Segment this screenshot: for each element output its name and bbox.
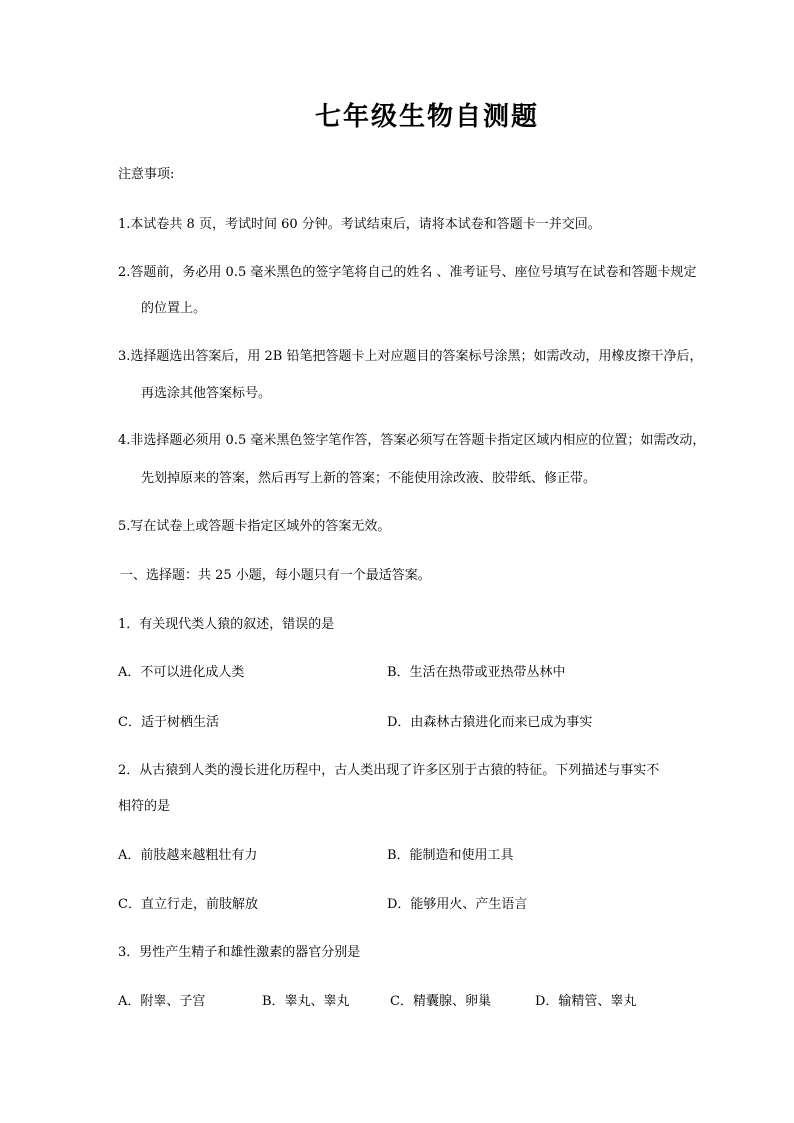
question-2-stem-line-1: 2．从古猿到人类的漫长进化历程中，古人类出现了许多区别于古猿的特征。下列描述与事实不 [118,763,660,778]
question-1-option-a: A．不可以进化成人类 [118,665,245,680]
note-item-3-line-2: 再选涂其他答案标号。 [141,386,272,401]
note-item-2-line-2: 的位置上。 [141,301,207,316]
question-1-option-b: B．生活在热带或亚热带丛林中 [387,665,566,680]
note-item-5: 5.写在试卷上或答题卡指定区域外的答案无效。 [118,519,391,534]
question-1-stem: 1．有关现代类人猿的叙述，错误的是 [118,617,335,632]
question-2-option-b: B．能制造和使用工具 [387,848,514,863]
page-title: 七年级生物自测题 [314,102,539,132]
note-item-1: 1.本试卷共 8 页，考试时间 60 分钟。考试结束后，请将本试卷和答题卡一并交回。 [118,217,601,232]
note-item-4-line-1: 4.非选择题必须用 0.5 毫米黑色签字笔作答，答案必须写在答题卡指定区域内相应的位置；如需改动， [118,433,706,448]
question-2-option-d: D．能够用火、产生语言 [387,897,528,912]
question-3-stem: 3．男性产生精子和雄性激素的器官分别是 [118,945,361,960]
note-item-4-line-2: 先划掉原来的答案，然后再写上新的答案；不能使用涂改液、胶带纸、修正带。 [141,471,597,486]
note-item-2-line-1: 2.答题前，务必用 0.5 毫米黑色的签字笔将自己的姓名 、准考证号、座位号填写在试卷和答题卡规定 [118,265,697,280]
notes-heading: 注意事项: [118,167,175,182]
question-2-stem-line-2: 相符的是 [118,799,171,814]
question-2-option-a: A．前肢越来越粗壮有力 [118,848,258,863]
section-heading: 一、选择题：共 25 小题，每小题只有一个最适答案。 [120,568,431,583]
question-2-option-c: C．直立行走，前肢解放 [118,897,258,912]
question-1-option-d: D．由森林古猿进化而来已成为事实 [387,715,593,730]
note-item-3-line-1: 3.选择题选出答案后，用 2B 铅笔把答题卡上对应题目的答案标号涂黑；如需改动，用橡皮擦干净后， [118,349,703,364]
question-3-option-a: A．附睾、子宫 [118,994,206,1009]
question-3-option-c: C．精囊腺、卵巢 [390,994,491,1009]
question-1-option-c: C．适于树栖生活 [118,715,219,730]
question-3-option-b: B．睾丸、睾丸 [262,994,350,1009]
question-3-option-d: D．输精管、睾丸 [535,994,637,1009]
